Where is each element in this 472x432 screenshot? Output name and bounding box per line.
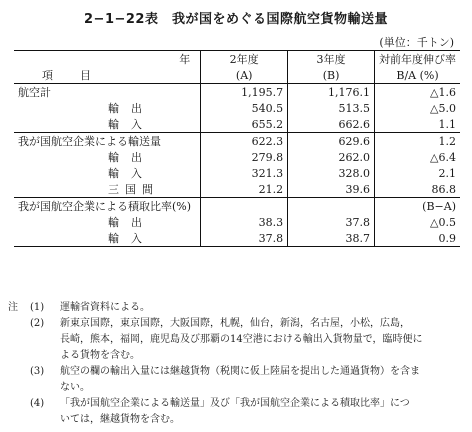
cell-c: △0.5 xyxy=(374,214,460,230)
table-row xyxy=(14,181,460,198)
row-label: 輸入 xyxy=(108,118,154,131)
footnote-lead: 注 xyxy=(8,302,18,313)
header-col3-line1: 対前年度伸び率 xyxy=(374,51,460,68)
table-row xyxy=(14,84,460,101)
footnote-number: (4) xyxy=(30,398,45,409)
row-label: 輸入 xyxy=(108,167,154,180)
footnote xyxy=(8,396,460,428)
cell-a: 321.3 xyxy=(201,165,288,181)
cell-c: 1.2 xyxy=(374,133,460,150)
cell-a: 37.8 xyxy=(201,230,288,247)
footnote-number: (2) xyxy=(30,318,45,329)
footnote xyxy=(8,300,460,316)
cell-a: 38.3 xyxy=(201,214,288,230)
header-col2-line2: (B) xyxy=(288,67,375,84)
cell-c: 1.1 xyxy=(374,116,460,133)
cell-b: 662.6 xyxy=(288,116,375,133)
row-label: 輸出 xyxy=(108,151,154,164)
row-label: 輸入 xyxy=(14,230,201,247)
table-row xyxy=(14,230,460,247)
row-label: 我が国航空企業による輸送量 xyxy=(14,133,201,150)
footnote xyxy=(8,316,460,364)
header-item-label: 項 目 xyxy=(42,69,99,82)
cell-b: 513.5 xyxy=(288,100,375,116)
table-row xyxy=(14,198,460,215)
cell-a: 1,195.7 xyxy=(201,84,288,101)
cell-b: 38.7 xyxy=(288,230,375,247)
footnote-number: (1) xyxy=(30,302,45,313)
cell-c: 0.9 xyxy=(374,230,460,247)
row-label: 輸出 xyxy=(108,102,154,115)
footnotes xyxy=(8,300,460,428)
cell-a xyxy=(201,198,288,215)
table-title: 2−1−22表 我が国をめぐる国際航空貨物輸送量 xyxy=(84,12,388,27)
row-label: 輸出 xyxy=(108,216,154,229)
cell-b: 1,176.1 xyxy=(288,84,375,101)
freight-table xyxy=(14,50,460,247)
cell-a: 622.3 xyxy=(201,133,288,150)
header-col2-line1: 3年度 xyxy=(288,51,375,68)
table-header-row-1 xyxy=(14,51,460,68)
footnote-number: (3) xyxy=(30,366,45,377)
footnote xyxy=(8,364,460,396)
header-col3-line2: B/A (%) xyxy=(374,67,460,84)
cell-c: △1.6 xyxy=(374,84,460,101)
row-label: 我が国航空企業による積取比率(%) xyxy=(14,198,201,215)
footnote-text: 航空の欄の輸出入量には継越貨物（税関に仮上陸届を提出した通過貨物）を含ま ない。 xyxy=(60,366,420,393)
table-row xyxy=(14,116,460,133)
cell-a: 655.2 xyxy=(201,116,288,133)
footnote-text: 「我が国航空企業による輸送量」及び「我が国航空企業による積取比率」につ いては，継越貨物を含む。 xyxy=(60,398,410,425)
row-label: 航空計 xyxy=(14,84,201,101)
cell-a: 279.8 xyxy=(201,149,288,165)
unit-label: (単位：千トン) xyxy=(379,36,454,49)
cell-b: 37.8 xyxy=(288,214,375,230)
cell-b: 328.0 xyxy=(288,165,375,181)
table-row xyxy=(14,100,460,116)
cell-a: 21.2 xyxy=(201,181,288,198)
table-row xyxy=(14,133,460,150)
cell-c: △6.4 xyxy=(374,149,460,165)
cell-c: (B−A) xyxy=(374,198,460,215)
cell-c: 86.8 xyxy=(374,181,460,198)
footnote-text: 運輸省資料による。 xyxy=(60,302,150,313)
cell-c: 2.1 xyxy=(374,165,460,181)
table-header-row-2 xyxy=(14,67,460,84)
cell-a: 540.5 xyxy=(201,100,288,116)
cell-b: 39.6 xyxy=(288,181,375,198)
row-label: 三国間 xyxy=(108,183,159,196)
header-col1-line1: 2年度 xyxy=(201,51,288,68)
cell-b: 629.6 xyxy=(288,133,375,150)
cell-c: △5.0 xyxy=(374,100,460,116)
table-row xyxy=(14,165,460,181)
table-row xyxy=(14,149,460,165)
footnote-text: 新東京国際，東京国際，大阪国際，札幌，仙台，新潟，名古屋，小松，広島， 長崎，熊本，福岡，鹿児島及び那覇の14空港における輸出入貨物量で，臨時便に よる貨物を含む。 xyxy=(60,318,423,361)
header-col1-line2: (A) xyxy=(201,67,288,84)
cell-b xyxy=(288,198,375,215)
header-year-label: 年 xyxy=(14,51,201,68)
table-row xyxy=(14,214,460,230)
cell-b: 262.0 xyxy=(288,149,375,165)
